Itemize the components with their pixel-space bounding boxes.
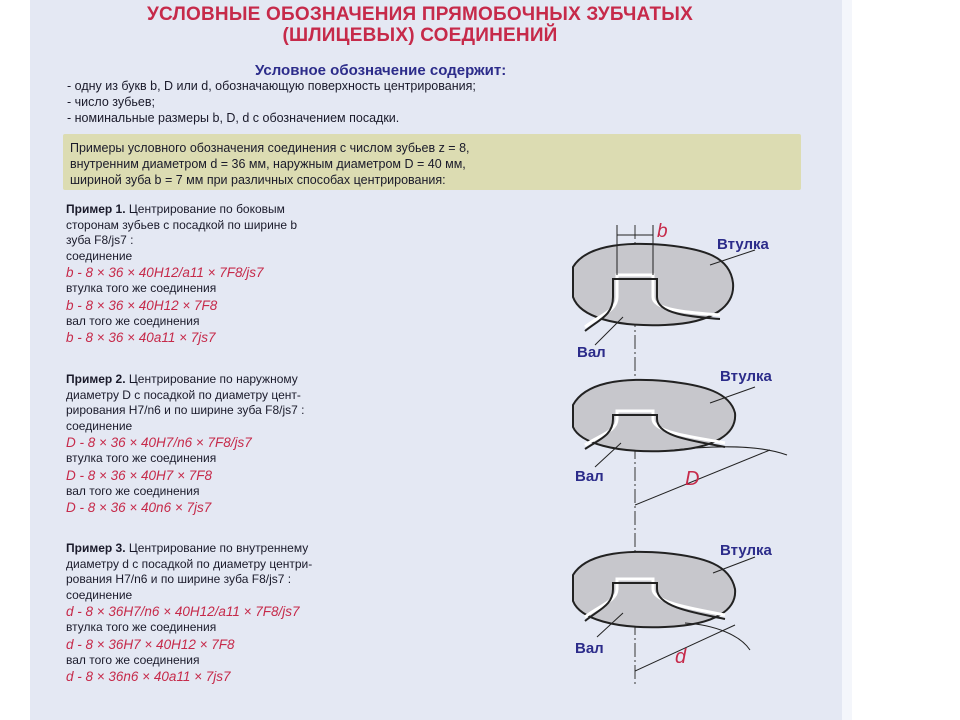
spline-diagrams bbox=[545, 205, 825, 695]
example-head: Пример 2. bbox=[66, 372, 126, 386]
formula-shaft: d - 8 × 36n6 × 40a11 × 7js7 bbox=[66, 669, 231, 684]
label-connection: соединение bbox=[66, 248, 133, 263]
label-hub: втулка того же соединения bbox=[66, 620, 217, 634]
page-title bbox=[30, 4, 810, 46]
example-2 bbox=[66, 372, 486, 516]
dim-d-label: d bbox=[675, 646, 687, 668]
formula-connection: d - 8 × 36H7/n6 × 40H12/a11 × 7F8/js7 bbox=[66, 604, 300, 619]
example-desc: рования H7/n6 и по ширине зуба F8/js7 : bbox=[66, 572, 292, 586]
example-desc: сторонам зубьев с посадкой по ширине b bbox=[66, 217, 298, 232]
formula-connection: b - 8 × 36 × 40H12/a11 × 7F8/js7 bbox=[66, 265, 264, 280]
dim-arc bbox=[685, 623, 750, 650]
title-line-2: (ШЛИЦЕВЫХ) СОЕДИНЕНИЙ bbox=[282, 25, 558, 46]
example-desc: диаметру D с посадкой по диаметру цент- bbox=[66, 387, 301, 402]
dim-D-label: D bbox=[685, 468, 700, 490]
right-edge-strip bbox=[842, 0, 852, 720]
label-shaft: вал того же соединения bbox=[66, 652, 200, 667]
diagram-D-centering bbox=[573, 368, 787, 505]
formula-shaft: D - 8 × 36 × 40n6 × 7js7 bbox=[66, 500, 212, 515]
title-line-1: УСЛОВНЫЕ ОБОЗНАЧЕНИЯ ПРЯМОБОЧНЫХ ЗУБЧАТЫХ bbox=[147, 4, 693, 25]
diagram-d-centering bbox=[573, 542, 773, 671]
example-desc: диаметру d с посадкой по диаметру центри- bbox=[66, 556, 313, 571]
intro-list bbox=[67, 78, 767, 126]
intro-item: - число зубьев; bbox=[67, 95, 155, 109]
box-line-2: внутренним диаметром d = 36 мм, наружным диаметром D = 40 мм, bbox=[70, 157, 466, 171]
example-3 bbox=[66, 541, 486, 685]
label-shaft: вал того же соединения bbox=[66, 483, 200, 498]
box-line-3: шириной зуба b = 7 мм при различных способах центрирования: bbox=[70, 173, 446, 187]
formula-hub: b - 8 × 36 × 40H12 × 7F8 bbox=[66, 297, 218, 313]
hub-label: Втулка bbox=[720, 542, 772, 559]
intro-item: - номинальные размеры b, D, d с обозначением посадки. bbox=[67, 111, 400, 125]
poster-sheet bbox=[30, 0, 842, 720]
example-desc: зуба F8/js7 : bbox=[66, 233, 134, 247]
example-desc: Центрирование по наружному bbox=[128, 372, 298, 386]
label-connection: соединение bbox=[66, 587, 133, 602]
diagram-b-centering bbox=[573, 221, 770, 361]
example-1 bbox=[66, 202, 486, 346]
shaft-label: Вал bbox=[575, 468, 604, 485]
example-head: Пример 3. bbox=[66, 541, 126, 555]
example-desc: Центрирование по внутреннему bbox=[128, 541, 309, 555]
example-desc: рирования H7/n6 и по ширине зуба F8/js7 : bbox=[66, 403, 305, 417]
intro-item: - одну из букв b, D или d, обозначающую поверхность центрирования; bbox=[67, 79, 476, 93]
label-hub: втулка того же соединения bbox=[66, 451, 217, 465]
example-desc: Центрирование по боковым bbox=[128, 202, 285, 216]
formula-hub: D - 8 × 36 × 40H7 × 7F8 bbox=[66, 467, 212, 483]
label-connection: соединение bbox=[66, 418, 133, 433]
intro-heading: Условное обозначение содержит: bbox=[255, 62, 507, 79]
hub-label: Втулка bbox=[720, 368, 772, 385]
shaft-label: Вал bbox=[575, 640, 604, 657]
formula-shaft: b - 8 × 36 × 40a11 × 7js7 bbox=[66, 330, 216, 345]
formula-hub: d - 8 × 36H7 × 40H12 × 7F8 bbox=[66, 636, 235, 652]
dim-b-label: b bbox=[657, 221, 668, 242]
formula-connection: D - 8 × 36 × 40H7/n6 × 7F8/js7 bbox=[66, 435, 252, 450]
example-head: Пример 1. bbox=[66, 202, 126, 216]
box-line-1: Примеры условного обозначения соединения с числом зубьев z = 8, bbox=[70, 141, 470, 155]
label-hub: втулка того же соединения bbox=[66, 281, 217, 295]
dim-line bbox=[635, 450, 770, 505]
hub-label: Втулка bbox=[717, 236, 769, 253]
shaft-label: Вал bbox=[577, 344, 606, 361]
label-shaft: вал того же соединения bbox=[66, 313, 200, 328]
leader-line bbox=[713, 557, 755, 573]
